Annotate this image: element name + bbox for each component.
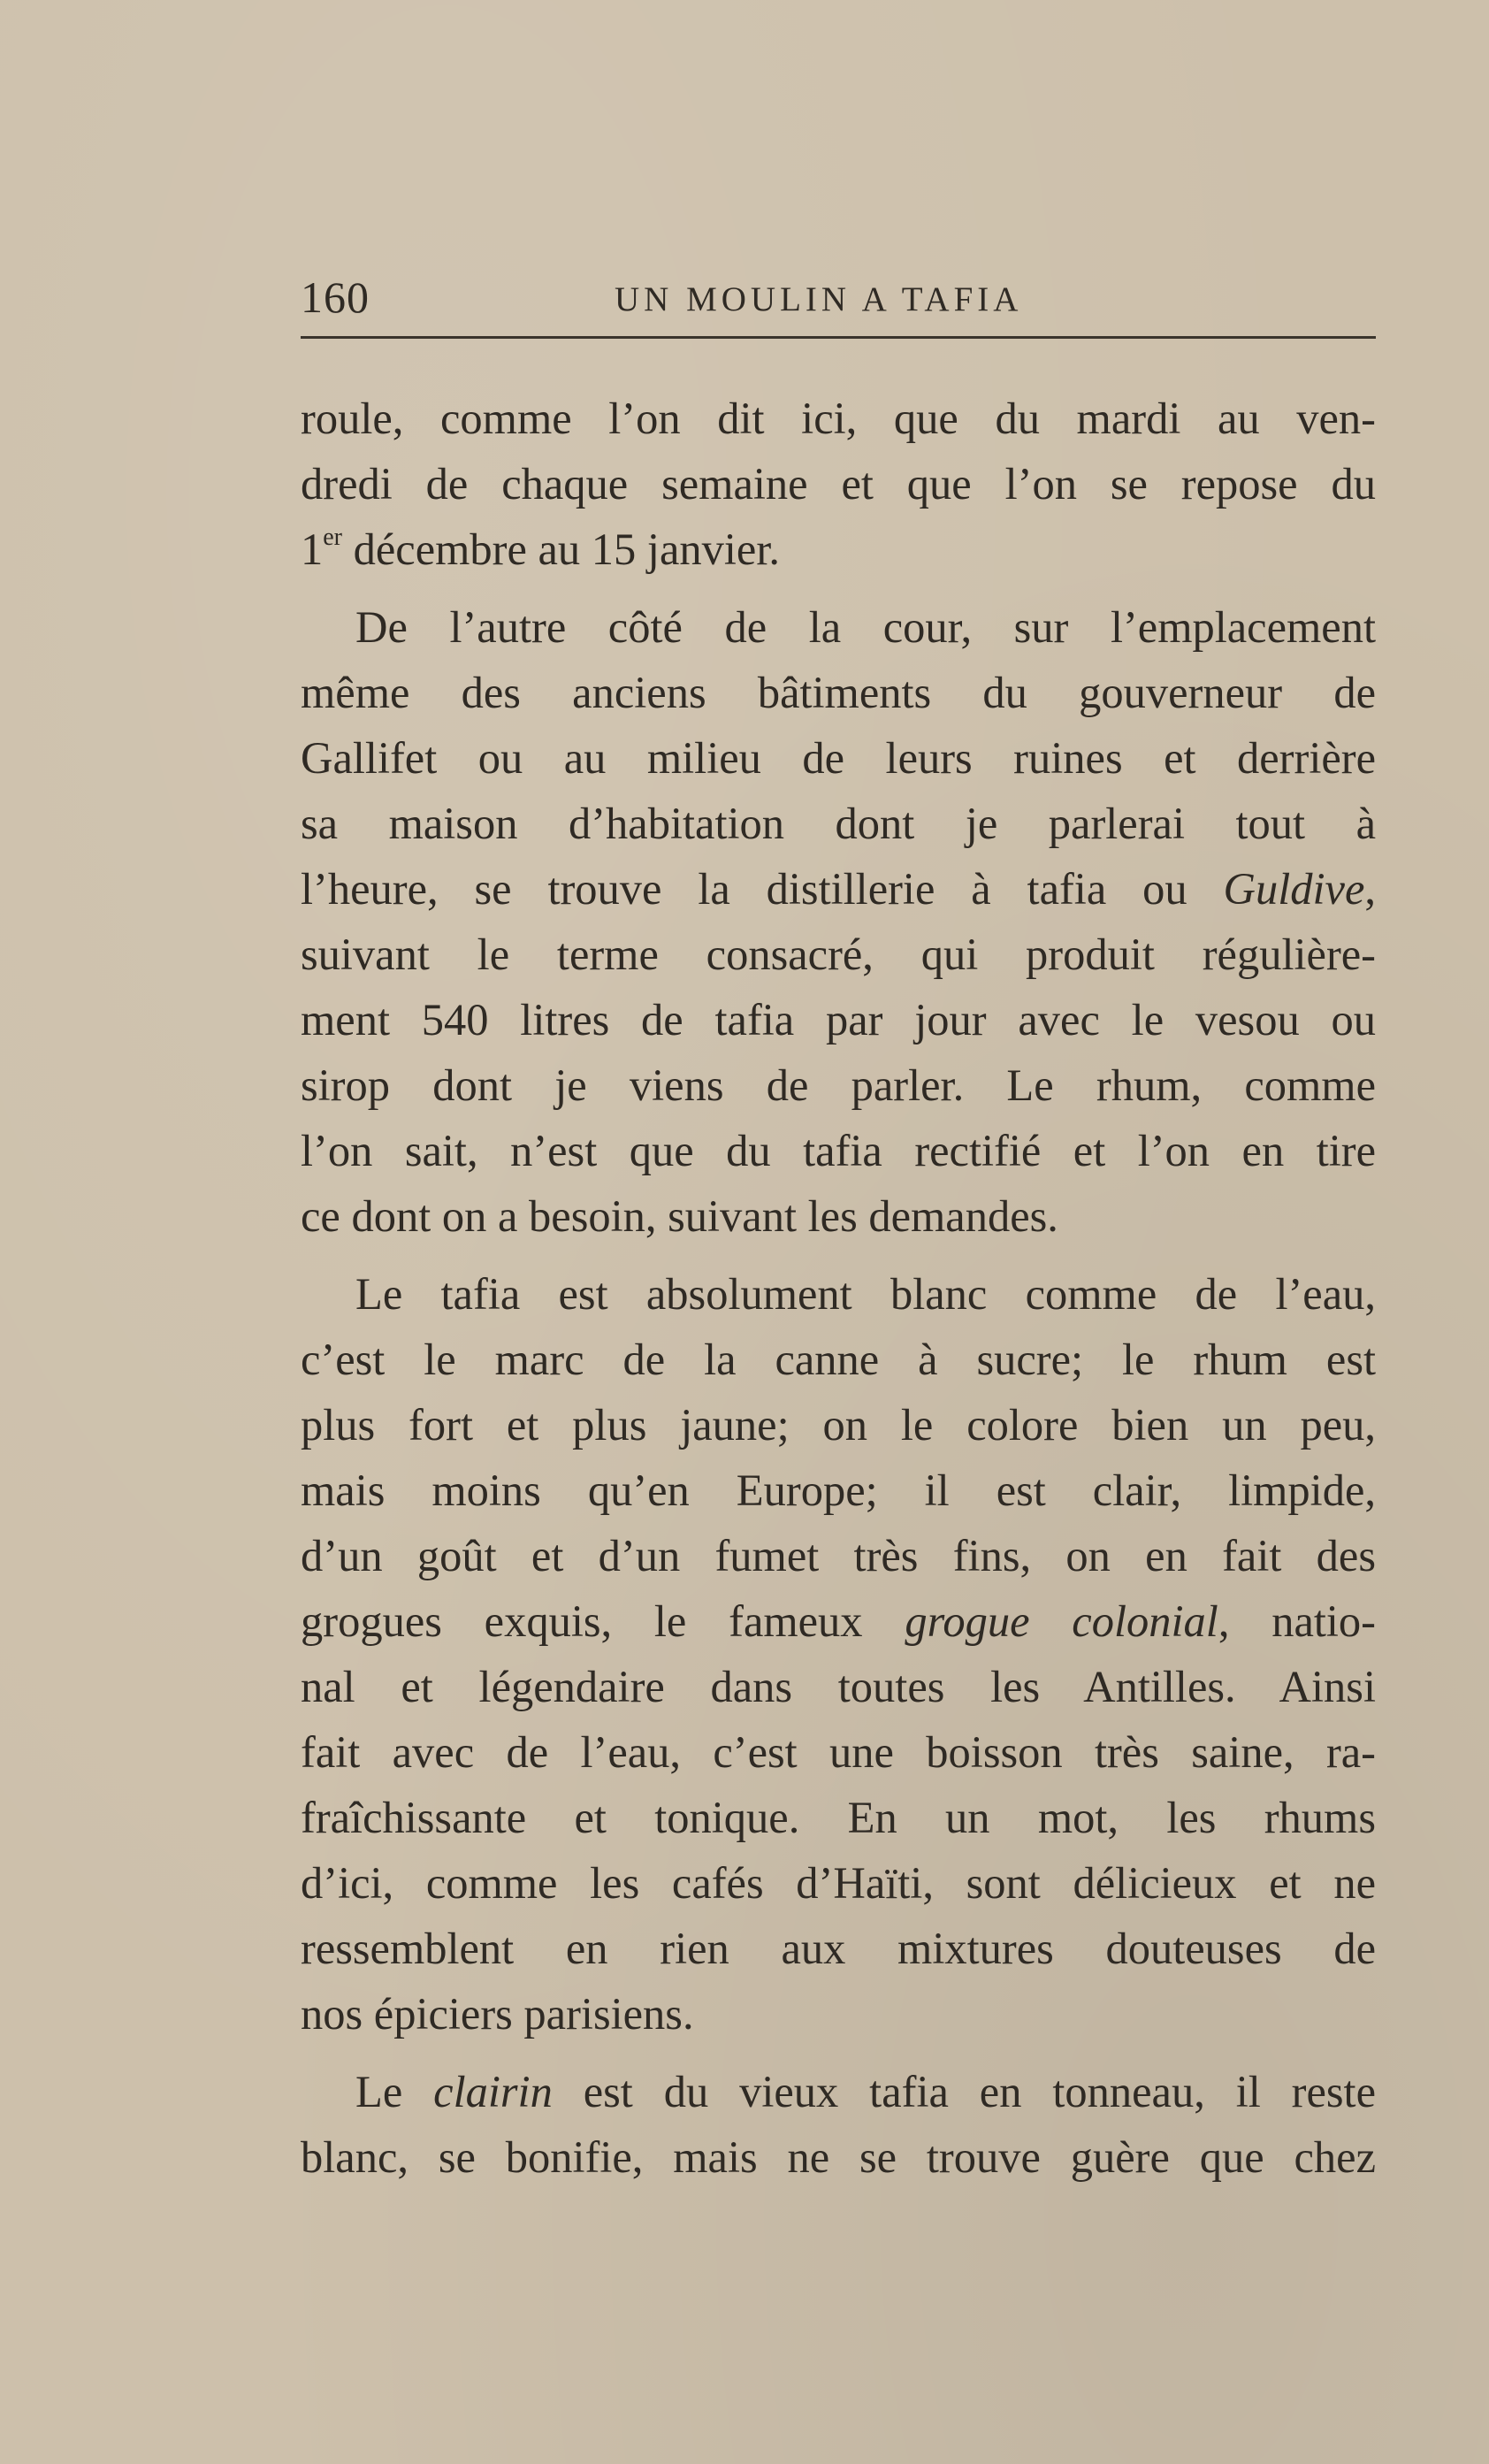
running-head bbox=[301, 271, 1376, 341]
text-line: suivant le terme consacré, qui produit régulière- bbox=[301, 930, 1376, 979]
paragraph-gap bbox=[301, 1249, 1376, 1261]
text-line: l’heure, se trouve la distillerie à tafia ou Guldive, bbox=[301, 864, 1376, 914]
text-line: blanc, se bonifie, mais ne se trouve guère que chez bbox=[301, 2132, 1376, 2182]
superscript: er bbox=[323, 524, 343, 552]
text-line: même des anciens bâtiments du gouverneur de bbox=[301, 668, 1376, 717]
paragraph bbox=[301, 1261, 1376, 2047]
text-line: ce dont on a besoin, suivant les demandes. bbox=[301, 1191, 1058, 1241]
text-line: sirop dont je viens de parler. Le rhum, comme bbox=[301, 1060, 1376, 1110]
text-line: Le clairin est du vieux tafia en tonneau, il reste bbox=[355, 2067, 1376, 2116]
text-line: plus fort et plus jaune; on le colore bien un peu, bbox=[301, 1400, 1376, 1450]
text-line: ment 540 litres de tafia par jour avec le vesou ou bbox=[301, 995, 1376, 1045]
italic-term: Guldive bbox=[1223, 864, 1365, 914]
paragraph-gap bbox=[301, 582, 1376, 594]
text-line: Gallifet ou au milieu de leurs ruines et derrière bbox=[301, 733, 1376, 783]
page-number: 160 bbox=[301, 272, 370, 322]
italic-term: grogue colonial bbox=[905, 1596, 1218, 1646]
text-line: dredi de chaque semaine et que l’on se repose du bbox=[301, 459, 1376, 509]
text-line: d’un goût et d’un fumet très fins, on en fait des bbox=[301, 1531, 1376, 1580]
header-rule bbox=[301, 336, 1376, 339]
text-line: c’est le marc de la canne à sucre; le rhum est bbox=[301, 1335, 1376, 1384]
text-line: nal et légendaire dans toutes les Antilles. Ainsi bbox=[301, 1662, 1376, 1711]
text-line: d’ici, comme les cafés d’Haïti, sont délicieux et ne bbox=[301, 1858, 1376, 1908]
italic-term: clairin bbox=[433, 2067, 553, 2116]
text-line: roule, comme l’on dit ici, que du mardi au ven- bbox=[301, 394, 1376, 443]
text-line: fraîchissante et tonique. En un mot, les rhums bbox=[301, 1793, 1376, 1842]
text-line: fait avec de l’eau, c’est une boisson très saine, ra- bbox=[301, 1727, 1376, 1777]
text-line: De l’autre côté de la cour, sur l’emplacement bbox=[355, 602, 1376, 652]
paragraph bbox=[301, 594, 1376, 1249]
running-title: UN MOULIN A TAFIA bbox=[615, 280, 1023, 318]
paragraph-gap bbox=[301, 2047, 1376, 2059]
text-line: sa maison d’habitation dont je parlerai tout à bbox=[301, 799, 1376, 848]
text-line: 1er décembre au 15 janvier. bbox=[301, 524, 780, 574]
body-text bbox=[301, 386, 1376, 2190]
text-line: mais moins qu’en Europe; il est clair, limpide, bbox=[301, 1465, 1376, 1515]
text-line: l’on sait, n’est que du tafia rectifié et l’on en tire bbox=[301, 1126, 1376, 1175]
text-line: Le tafia est absolument blanc comme de l’eau, bbox=[355, 1269, 1376, 1319]
text-line: ressemblent en rien aux mixtures douteuses de bbox=[301, 1924, 1376, 1973]
paragraph bbox=[301, 386, 1376, 582]
text-line: grogues exquis, le fameux grogue colonial, natio- bbox=[301, 1596, 1376, 1646]
paragraph bbox=[301, 2059, 1376, 2190]
text-line: nos épiciers parisiens. bbox=[301, 1989, 694, 2039]
